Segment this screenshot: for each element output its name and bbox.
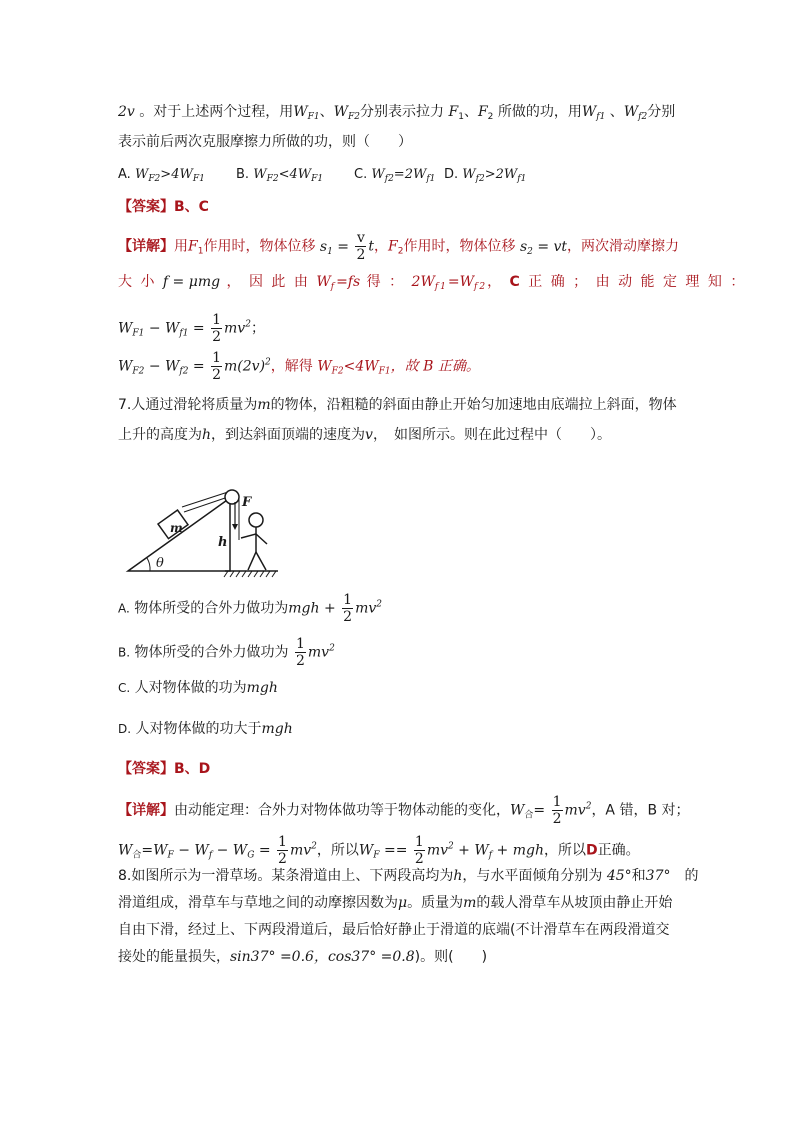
q6-equation-2: $W_{F2} - W_{f2}$ = $\frac{1}{2}$ $m(2v)^2$，解得 $W_{F2}<4W_{F1}$，故 B 正确。: [118, 350, 480, 383]
q7-option-a: A. 物体所受的合外力做功为mgh + $\frac{1}{2}$ $mv^2$: [118, 592, 382, 625]
q8-stem-line-3: 自由下滑，经过上、下两段滑道后，最后恰好静止于滑道的底端(不计滑草车在两段滑道交: [118, 922, 670, 938]
q6-equation-1: $W_{F1} - W_{f1}$ = $\frac{1}{2}$ $mv^2$；: [118, 312, 265, 345]
angle-arc: [147, 558, 150, 571]
pulley: [225, 490, 239, 504]
q7-option-c: C. 人对物体做的功为mgh: [118, 680, 278, 696]
angle-label: θ: [156, 556, 164, 571]
person-head: [249, 513, 263, 527]
q7-detail-line-2: $W_合=W_F - W_f - W_G$ = $\frac{1}{2}$ $mv^2$，所以$W_F$ == $\frac{1}{2}$ $mv^2 + W_f$ + mgh，所以D正确。: [118, 834, 640, 867]
height-label: h: [218, 535, 228, 550]
q6-stem-line-2: 表示前后两次克服摩擦力所做的功，则（ ）: [118, 134, 412, 150]
q6-option-d: D. $W_{f2}>2W_{f1}$: [444, 167, 527, 184]
q6-option-c: C. $W_{f2}=2W_{f1}$: [354, 167, 436, 184]
ground-hatch: [224, 571, 276, 577]
q7-detail-line-1: 【详解】由动能定理：合外力对物体做功等于物体动能的变化，$W_合=$ $\frac{1}{2}$ $mv^2$，A 错，B 对；: [118, 794, 690, 827]
q6-detail-line-1: 【详解】用$F_1$作用时，物体位移 $s_1$ = $\frac{v}{2}$ t，$F_2$作用时，物体位移 $s_2$ = vt，两次滑动摩擦力: [118, 230, 680, 263]
fraction-one-half: $\frac{1}{2}$: [278, 834, 287, 867]
q8-stem-line-1: 8.如图所示为一滑草场。某条滑道由上、下两段高均为h，与水平面倾角分别为 45°和37° 的: [118, 868, 699, 884]
person-arm-left: [241, 534, 256, 538]
force-arrowhead: [232, 524, 238, 530]
q7-option-b: B. 物体所受的合外力做功为 $\frac{1}{2}$ $mv^2$: [118, 636, 335, 669]
q8-stem-line-2: 滑道组成，滑草车与草地之间的动摩擦因数为μ。质量为m的载人滑草车从坡顶由静止开始: [118, 895, 673, 911]
fraction-one-half: $\frac{1}{2}$: [295, 636, 305, 669]
person-leg-right: [256, 552, 266, 570]
fraction-one-half: $\frac{1}{2}$: [414, 834, 424, 867]
fraction-one-half: $\frac{1}{2}$: [212, 350, 222, 383]
person-leg-left: [248, 552, 256, 570]
force-label: F: [242, 495, 252, 510]
q6-option-b: B. $W_{F2}<4W_{F1}$: [236, 167, 324, 184]
fraction-one-half: $\frac{1}{2}$: [343, 592, 353, 625]
q6-option-a: A. $W_{F2}>4W_{F1}$: [118, 167, 205, 184]
q8-stem-line-4: 接处的能量损失，sin37° =0.6，cos37° =0.8)。则( ): [118, 949, 488, 965]
incline-pulley-figure: [120, 480, 290, 580]
q6-detail-line-2: 大 小 f = μmg ， 因 此 由 $W_f=fs$ 得 ： $2W_{f1}=W_{f2}$， C 正 确 ； 由 动 能 定 理 知 ：: [118, 274, 747, 292]
q6-stem-line-1: 2v 。对于上述两个过程，用$W_{F1}$、$W_{F2}$分别表示拉力 $F_1$、$F_2$ 所做的功，用$W_{f1}$ 、$W_{f2}$分别: [118, 104, 676, 122]
fraction-one-half: $\frac{1}{2}$: [552, 794, 562, 827]
q7-stem-line-2: 上升的高度为h，到达斜面顶端的速度为v， 如图所示。则在此过程中（ ）。: [118, 427, 611, 443]
fraction-v-over-2: $\frac{v}{2}$: [356, 230, 366, 263]
person-arm-right: [256, 534, 267, 544]
block-label: m: [170, 521, 183, 535]
q7-stem-line-1: 7.人通过滑轮将质量为m的物体，沿粗糙的斜面由静止开始匀加速地由底端拉上斜面，物体: [118, 397, 677, 413]
q6-answer: 【答案】B、C: [118, 199, 209, 215]
q7-answer: 【答案】B、D: [118, 761, 211, 777]
q7-option-d: D. 人对物体做的功大于mgh: [118, 721, 293, 737]
fraction-one-half: $\frac{1}{2}$: [212, 312, 222, 345]
